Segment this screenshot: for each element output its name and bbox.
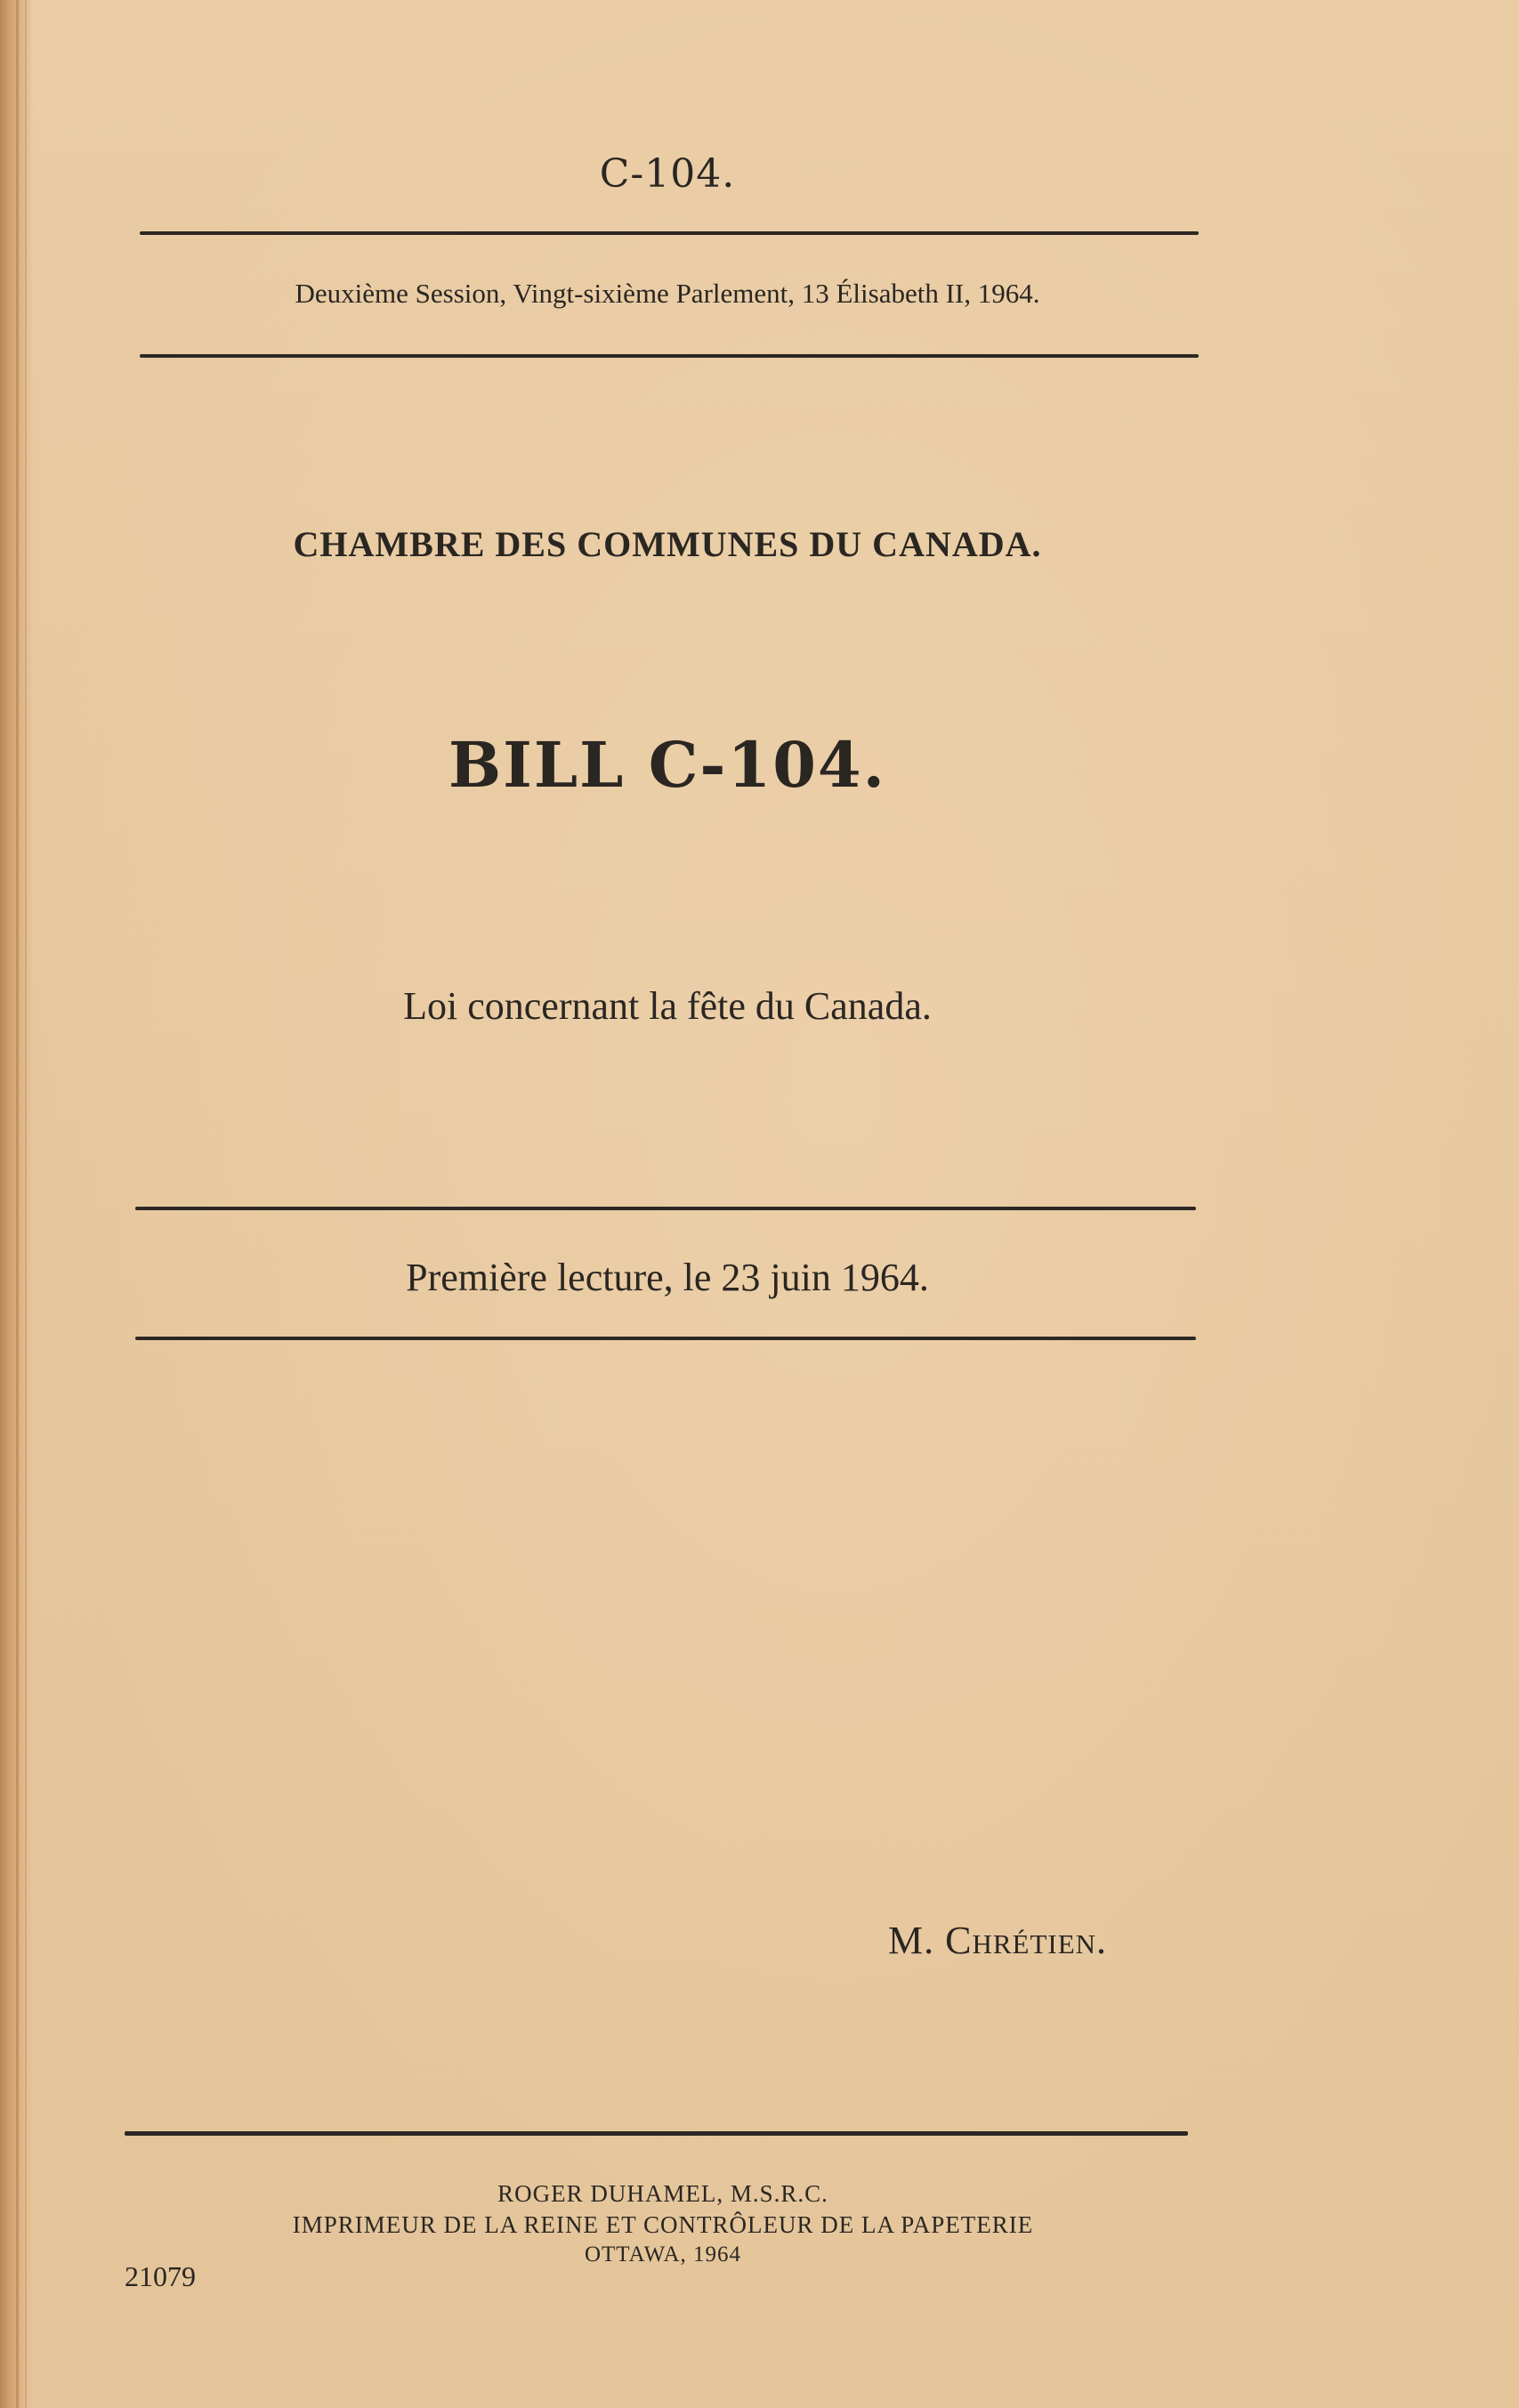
first-reading-date: Première lecture, le 23 juin 1964. [406,1256,929,1299]
footer-rule [125,2131,1188,2136]
bill-subject: Loi concernant la fête du Canada. [403,984,932,1028]
sponsor-name: M. Chrétien. [888,1919,1108,1962]
printer-name: ROGER DUHAMEL, M.S.R.C. [497,2180,828,2207]
reading-rule-upper [135,1207,1196,1210]
session-line: Deuxième Session, Vingt-sixième Parlement, 13 Élisabeth II, 1964. [295,278,1040,309]
print-code: 21079 [125,2260,196,2292]
printer-title: IMPRIMEUR DE LA REINE ET CONTRÔLEUR DE LA PAPETERIE [292,2211,1034,2238]
bill-title: BILL C-104. [448,728,886,802]
chamber-heading: CHAMBRE DES COMMUNES DU CANADA. [293,524,1042,564]
top-rule-lower [140,354,1199,358]
bill-number-header: C-104. [599,151,736,197]
binding-crease-secondary [25,0,27,2408]
reading-rule-lower [135,1337,1196,1340]
printer-location: OTTAWA, 1964 [584,2242,742,2267]
binding-crease [16,0,19,2408]
top-rule-upper [140,231,1199,235]
